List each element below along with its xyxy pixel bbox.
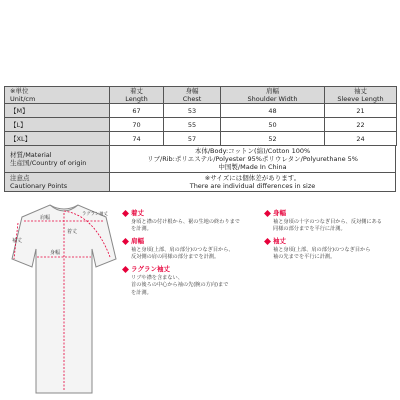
- caution-value: ※サイズには個体差があります。 There are individual differences in size: [110, 173, 396, 192]
- caution-label: 注意点 Cautionary Points: [5, 173, 110, 192]
- shoulder-cell: 50: [221, 118, 325, 132]
- material-label: 材質/Material 生産国/Country of origin: [5, 146, 110, 173]
- legend-shoulder: 肩幅 袖と身頃(上部、肩の部分)のつなぎ目から、 反対側の肩の同様の部分までを計測。: [122, 238, 262, 262]
- shoulder-label: 肩幅: [40, 215, 51, 221]
- length-label: 着丈: [67, 229, 78, 235]
- caution-row: [5, 173, 396, 192]
- garment-diagram: [10, 197, 118, 397]
- length-cell: 74: [110, 132, 164, 146]
- diamond-icon: [122, 266, 129, 273]
- length-cell: 70: [110, 118, 164, 132]
- info-table: [4, 145, 396, 192]
- diamond-icon: [264, 210, 271, 217]
- size-table-header: [5, 87, 397, 104]
- chest-header: 身幅 Chest: [164, 87, 221, 104]
- material-row: [5, 146, 396, 173]
- sleeve-cell: 21: [325, 104, 397, 118]
- sleeve-cell: 24: [325, 132, 397, 146]
- tshirt-outline: [10, 197, 118, 397]
- size-table: [4, 86, 397, 146]
- raglan-label: ラグラン袖丈: [82, 212, 108, 217]
- table-row: [5, 104, 397, 118]
- shoulder-header: 肩幅 Shoulder Width: [221, 87, 325, 104]
- size-cell: 【XL】: [5, 132, 110, 146]
- size-cell: 【M】: [5, 104, 110, 118]
- length-cell: 67: [110, 104, 164, 118]
- sleeve-label: 袖丈: [12, 238, 23, 244]
- chest-cell: 53: [164, 104, 221, 118]
- chest-cell: 55: [164, 118, 221, 132]
- table-row: [5, 132, 397, 146]
- diamond-icon: [264, 238, 271, 245]
- diamond-icon: [122, 210, 129, 217]
- sleeve-cell: 22: [325, 118, 397, 132]
- length-header: 着丈 Length: [110, 87, 164, 104]
- size-cell: 【L】: [5, 118, 110, 132]
- diamond-icon: [122, 238, 129, 245]
- legend-length: 着丈 身頃と襟の付け根から、裾の生地の終わりまで を計測。: [122, 210, 262, 234]
- legend-sleeve: 袖丈 袖と身頃(上部、肩の部分)のつなぎ目から 袖の先までを平行に計測。: [264, 238, 398, 262]
- shoulder-cell: 52: [221, 132, 325, 146]
- table-row: [5, 118, 397, 132]
- chest-label: 身幅: [50, 250, 61, 256]
- shoulder-cell: 48: [221, 104, 325, 118]
- material-value: 本体/Body:コットン(綿)/Cotton 100% リブ/Rib:ポリエステル/Polyester 95%ポリウレタン/Polyurethane 5% 中国製/Made In China: [110, 146, 396, 173]
- unit-header: ※単位 Unit/cm: [5, 87, 110, 104]
- sleeve-header: 袖丈 Sleeve Length: [325, 87, 397, 104]
- legend-chest: 身幅 袖と身頃の十字のつなぎ目から、反対側にある 同様の部分までを平行に計測。: [264, 210, 398, 234]
- chest-cell: 57: [164, 132, 221, 146]
- legend-raglan: ラグラン袖丈 リブや襟を含まない、 首の後ろの中心から袖の先(腕の方向)まで を計測。: [122, 266, 262, 297]
